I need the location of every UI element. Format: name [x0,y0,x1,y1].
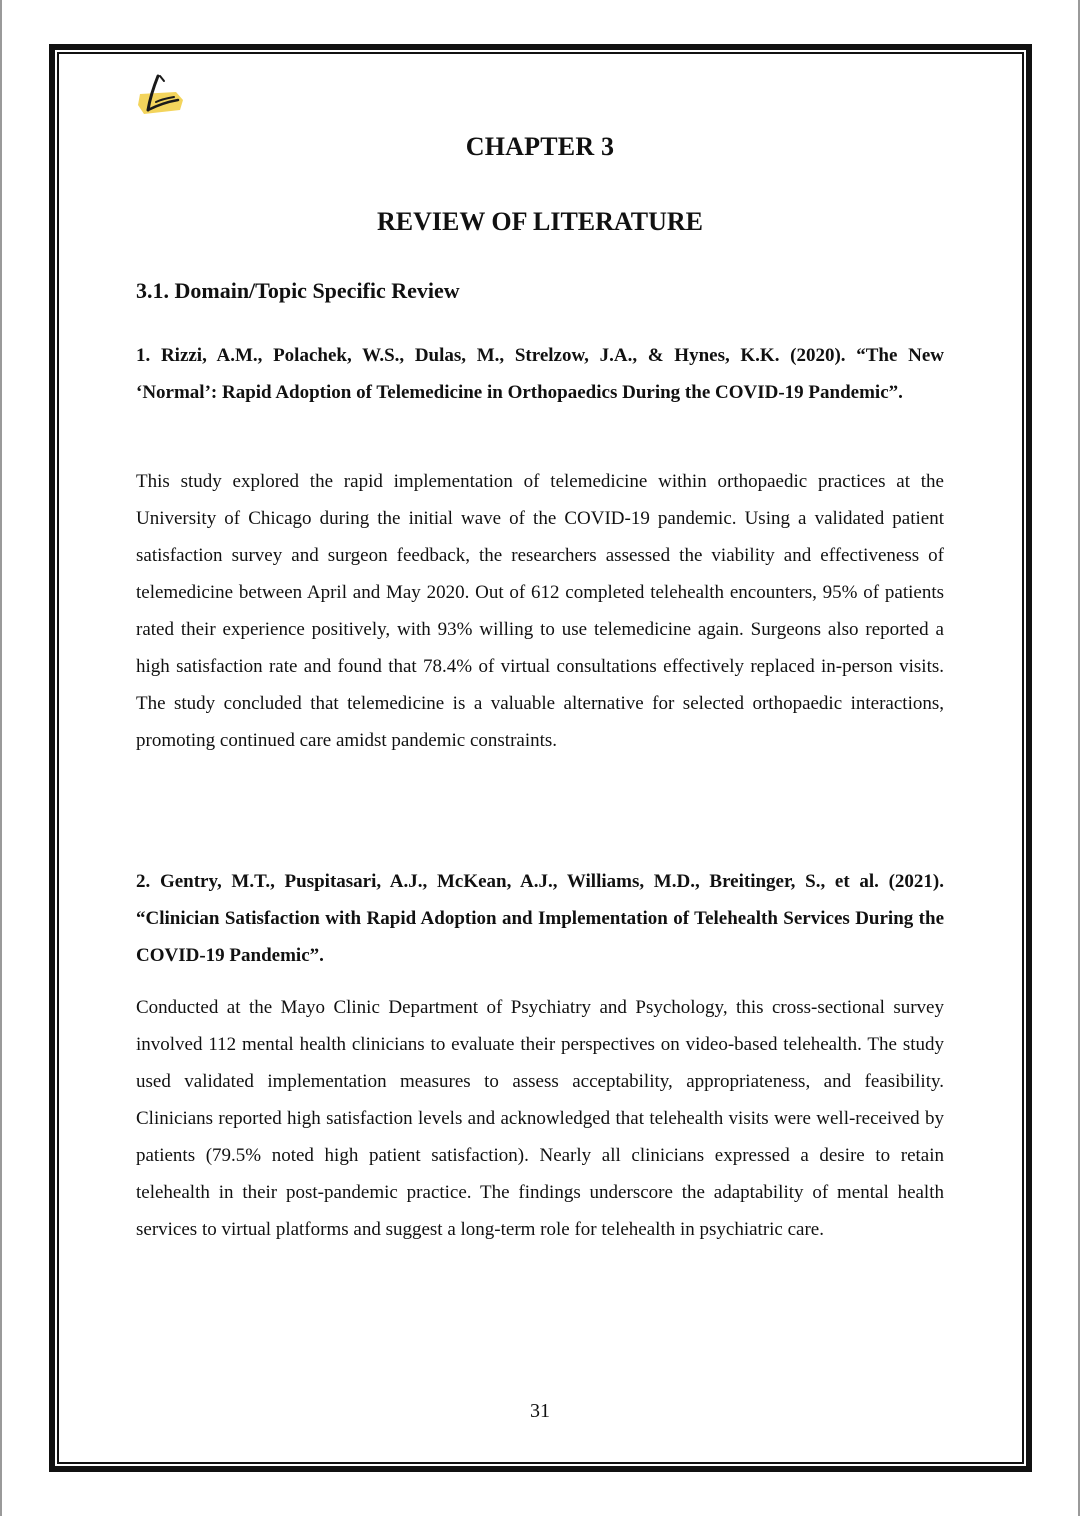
chapter-heading: CHAPTER 3 [465,132,615,161]
section-heading: 3.1. Domain/Topic Specific Review [136,278,460,303]
page-number: 31 [530,1400,550,1422]
reference-summary-1: This study explored the rapid implementation of telemedicine within orthopaedic practices at the University of Chicago during the initial wave of the COVID-19 pandemic. Using a validated patient satisfaction survey and surgeon feedback, the researchers assessed the viability and effectiveness of telemedicine between April and May 2020. Out of 612 completed telehealth encounters, 95% of patients rated their experience positively, with 93% willing to use telemedicine again. Surgeons also reported a high satisfaction rate and found that 78.4% of virtual consultations effectively replaced in-person visits. The study concluded that telemedicine is a valuable alternative for selected orthopaedic interactions, promoting continued care amidst pandemic constraints. [136,471,944,751]
page-title: REVIEW OF LITERATURE [376,207,704,236]
pen-writing-icon [136,72,188,118]
reference-citation-2: 2. Gentry, M.T., Puspitasari, A.J., McKean, A.J., Williams, M.D., Breitinger, S., et al. (2021). “Clinician Satisfaction with Rapid Adoption and Implementation of Telehealth Services During the COVID-19 Pandemic”. [136,871,944,966]
reference-citation-1: 1. Rizzi, A.M., Polachek, W.S., Dulas, M., Strelzow, J.A., & Hynes, K.K. (2020). “The New ‘Normal’: Rapid Adoption of Telemedicine in Orthopaedics During the COVID-19 Pandemic”. [136,345,944,403]
reference-summary-2: Conducted at the Mayo Clinic Department of Psychiatry and Psychology, this cross-sectional survey involved 112 mental health clinicians to evaluate their perspectives on video-based telehealth. The study used validated implementation measures to assess acceptability, appropriateness, and feasibility. Clinicians reported high satisfaction levels and acknowledged that telehealth visits were well-received by patients (79.5% noted high patient satisfaction). Nearly all clinicians expressed a desire to retain telehealth in their post-pandemic practice. The findings underscore the adaptability of mental health services to virtual platforms and suggest a long-term role for telehealth in psychiatric care. [136,997,944,1240]
